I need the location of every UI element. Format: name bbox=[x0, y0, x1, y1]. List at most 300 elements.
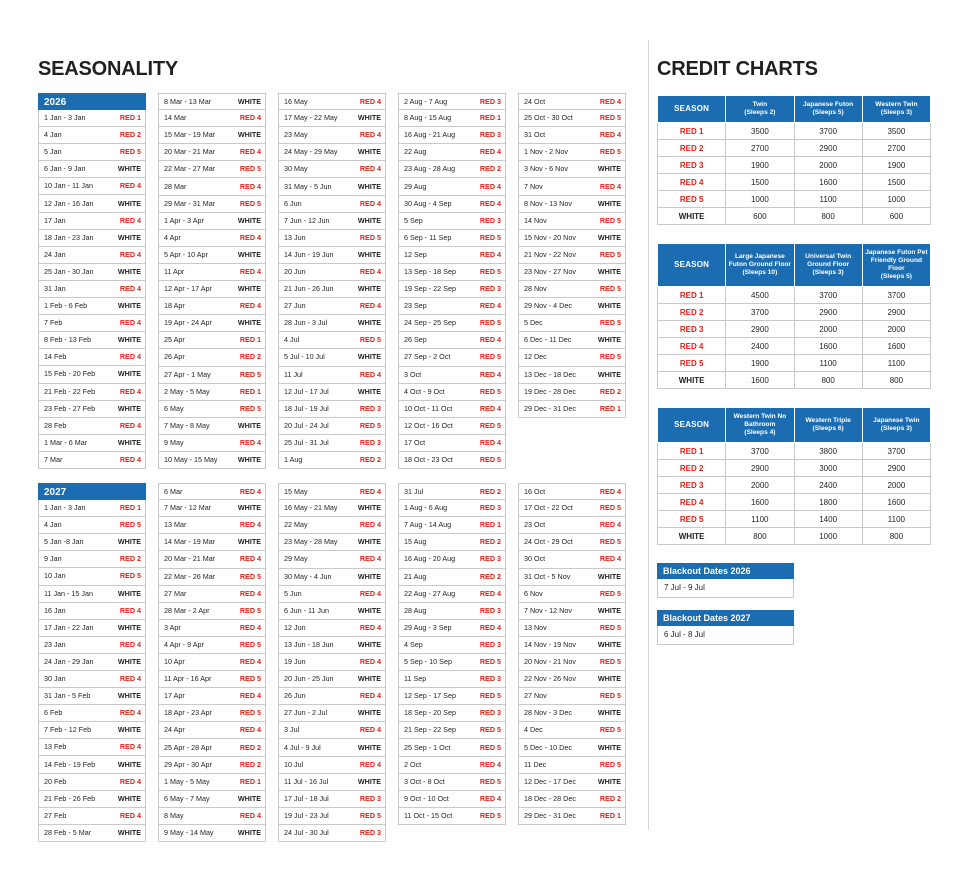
season-row bbox=[518, 384, 626, 401]
season-date-range: 2 May - 5 May bbox=[164, 386, 210, 396]
season-row bbox=[38, 671, 146, 688]
table-row bbox=[658, 123, 931, 140]
season-row bbox=[278, 620, 386, 637]
season-code: RED 1 bbox=[479, 520, 501, 530]
season-row bbox=[38, 551, 146, 568]
season-row bbox=[278, 534, 386, 551]
season-code: RED 4 bbox=[239, 725, 261, 735]
season-date-range: 1 Nov - 2 Nov bbox=[524, 147, 568, 157]
season-row bbox=[398, 127, 506, 144]
season-code: WHITE bbox=[597, 708, 621, 718]
season-date-range: 1 Feb - 6 Feb bbox=[44, 301, 88, 311]
room-type-name: Japanese Twin bbox=[873, 417, 920, 424]
season-row bbox=[518, 93, 626, 110]
season-date-range: 9 Oct - 10 Oct bbox=[404, 793, 449, 803]
season-code: WHITE bbox=[597, 266, 621, 276]
season-row bbox=[158, 281, 266, 298]
season-date-range: 23 Nov - 27 Nov bbox=[524, 266, 576, 276]
seasonality-year-block bbox=[38, 483, 638, 842]
season-row bbox=[278, 569, 386, 586]
season-code: RED 2 bbox=[239, 759, 261, 769]
credit-value-cell: 800 bbox=[794, 372, 862, 389]
season-row bbox=[158, 551, 266, 568]
season-code: RED 1 bbox=[599, 810, 621, 820]
season-date-range: 29 Mar - 31 Mar bbox=[164, 198, 216, 208]
season-code: RED 5 bbox=[239, 571, 261, 581]
season-row bbox=[278, 500, 386, 517]
room-type-name: Large Japanese Futon Ground Floor bbox=[728, 253, 791, 268]
season-code: RED 4 bbox=[239, 147, 261, 157]
season-date-range: 24 Apr bbox=[164, 725, 185, 735]
season-date-range: 5 Dec - 10 Dec bbox=[524, 742, 572, 752]
season-date-range: 22 Mar - 26 Mar bbox=[164, 571, 216, 581]
season-date-range: 11 Jan - 15 Jan bbox=[44, 588, 94, 598]
season-date-range: 22 May bbox=[284, 520, 308, 530]
season-row bbox=[278, 722, 386, 739]
season-code: WHITE bbox=[357, 639, 381, 649]
season-date-range: 4 Jan bbox=[44, 520, 62, 530]
season-date-range: 10 Jan bbox=[44, 571, 66, 581]
column-header-room-type bbox=[726, 408, 794, 443]
season-date-range: 14 Nov - 19 Nov bbox=[524, 639, 576, 649]
season-row bbox=[158, 401, 266, 418]
season-code: WHITE bbox=[597, 605, 621, 615]
season-row bbox=[398, 367, 506, 384]
season-row bbox=[398, 620, 506, 637]
season-code: RED 5 bbox=[239, 369, 261, 379]
season-row bbox=[158, 671, 266, 688]
table-row bbox=[658, 355, 931, 372]
season-date-range: 16 May - 21 May bbox=[284, 503, 338, 513]
season-row bbox=[518, 603, 626, 620]
season-row bbox=[518, 637, 626, 654]
column-header-room-type bbox=[862, 96, 930, 123]
season-code: RED 5 bbox=[599, 284, 621, 294]
season-date-range: 12 Jun bbox=[284, 622, 306, 632]
season-code: WHITE bbox=[117, 198, 141, 208]
room-type-sleeps: (Sleeps 5) bbox=[880, 273, 912, 280]
season-code: RED 5 bbox=[599, 113, 621, 123]
season-row bbox=[278, 757, 386, 774]
seasonality-years bbox=[38, 93, 638, 842]
season-date-range: 19 Jul - 23 Jul bbox=[284, 810, 329, 820]
season-code: WHITE bbox=[237, 215, 261, 225]
season-code: WHITE bbox=[117, 437, 141, 447]
season-date-range: 16 Aug - 21 Aug bbox=[404, 130, 456, 140]
season-row bbox=[278, 264, 386, 281]
season-code: RED 4 bbox=[359, 588, 381, 598]
season-code: RED 4 bbox=[479, 403, 501, 413]
season-date-range: 8 Feb - 13 Feb bbox=[44, 335, 92, 345]
credit-charts-title: CREDIT CHARTS bbox=[657, 58, 818, 80]
season-code: RED 5 bbox=[239, 708, 261, 718]
season-row bbox=[398, 384, 506, 401]
season-date-range: 7 Jun - 12 Jun bbox=[284, 215, 330, 225]
credit-value-cell: 1900 bbox=[726, 355, 794, 372]
season-row bbox=[158, 739, 266, 756]
season-code: RED 4 bbox=[599, 554, 621, 564]
season-date-range: 9 May - 14 May bbox=[164, 827, 214, 837]
credit-value-cell: 2000 bbox=[726, 477, 794, 494]
season-date-range: 30 Oct bbox=[524, 554, 546, 564]
season-date-range: 28 Mar bbox=[164, 181, 187, 191]
season-date-range: 10 Oct - 11 Oct bbox=[404, 403, 453, 413]
season-row bbox=[278, 452, 386, 469]
season-label-cell: RED 2 bbox=[658, 460, 726, 477]
credit-value-cell: 1900 bbox=[862, 157, 930, 174]
credit-value-cell: 1500 bbox=[726, 174, 794, 191]
season-row bbox=[278, 774, 386, 791]
season-code: WHITE bbox=[237, 249, 261, 259]
credit-value-cell: 1000 bbox=[726, 191, 794, 208]
season-date-range: 28 Jun - 3 Jul bbox=[284, 318, 328, 328]
season-date-range: 20 Jun - 25 Jun bbox=[284, 674, 334, 684]
season-row bbox=[158, 247, 266, 264]
season-code: RED 5 bbox=[359, 420, 381, 430]
season-code: WHITE bbox=[357, 352, 381, 362]
season-row bbox=[158, 586, 266, 603]
season-row bbox=[158, 435, 266, 452]
season-label-cell: RED 3 bbox=[658, 321, 726, 338]
season-code: RED 4 bbox=[359, 691, 381, 701]
season-date-range: 29 Aug bbox=[404, 181, 427, 191]
season-code: RED 5 bbox=[599, 725, 621, 735]
season-date-range: 28 Nov - 3 Dec bbox=[524, 708, 572, 718]
season-date-range: 2 Oct bbox=[404, 759, 422, 769]
season-row bbox=[518, 551, 626, 568]
season-row bbox=[38, 349, 146, 366]
credit-value-cell: 2700 bbox=[726, 140, 794, 157]
season-date-range: 25 Oct - 30 Oct bbox=[524, 113, 573, 123]
season-row bbox=[158, 384, 266, 401]
season-row bbox=[158, 332, 266, 349]
credit-value-cell: 1800 bbox=[794, 494, 862, 511]
season-date-range: 18 Sep - 20 Sep bbox=[404, 708, 456, 718]
season-code: RED 4 bbox=[479, 335, 501, 345]
season-row bbox=[398, 671, 506, 688]
season-label-cell: RED 3 bbox=[658, 157, 726, 174]
season-row bbox=[38, 161, 146, 178]
column-header-room-type bbox=[794, 96, 862, 123]
season-date-range: 22 Aug - 27 Aug bbox=[404, 588, 456, 598]
season-date-range: 5 Sep - 10 Sep bbox=[404, 657, 452, 667]
season-row bbox=[278, 144, 386, 161]
season-code: RED 5 bbox=[599, 249, 621, 259]
season-date-range: 6 Sep - 11 Sep bbox=[404, 232, 452, 242]
season-row bbox=[158, 637, 266, 654]
season-date-range: 23 May bbox=[284, 130, 308, 140]
season-code: RED 5 bbox=[479, 657, 501, 667]
table-row bbox=[658, 287, 931, 304]
season-row bbox=[518, 774, 626, 791]
season-row bbox=[398, 196, 506, 213]
season-code: RED 5 bbox=[239, 639, 261, 649]
season-row bbox=[398, 315, 506, 332]
season-row bbox=[38, 722, 146, 739]
credit-value-cell: 2900 bbox=[794, 140, 862, 157]
season-date-range: 11 Oct - 15 Oct bbox=[404, 810, 453, 820]
season-row bbox=[278, 483, 386, 500]
season-code: RED 5 bbox=[479, 742, 501, 752]
credit-value-cell: 3800 bbox=[794, 443, 862, 460]
season-code: RED 5 bbox=[239, 674, 261, 684]
blackout-dates: 6 Jul - 8 Jul bbox=[657, 626, 794, 645]
season-date-range: 21 Nov - 22 Nov bbox=[524, 249, 576, 259]
season-row bbox=[158, 178, 266, 195]
credit-value-cell: 1000 bbox=[794, 528, 862, 545]
seasonality-columns bbox=[38, 93, 638, 469]
season-date-range: 22 Nov - 26 Nov bbox=[524, 674, 576, 684]
season-date-range: 11 Apr - 16 Apr bbox=[164, 674, 212, 684]
season-row bbox=[38, 435, 146, 452]
season-date-range: 5 Jun bbox=[284, 588, 302, 598]
season-row bbox=[278, 825, 386, 842]
season-row bbox=[278, 418, 386, 435]
season-row bbox=[158, 110, 266, 127]
season-row bbox=[398, 144, 506, 161]
season-code: WHITE bbox=[237, 130, 261, 140]
credit-value-cell: 1600 bbox=[794, 338, 862, 355]
credit-chart-table bbox=[657, 95, 931, 225]
season-date-range: 24 Jan - 29 Jan bbox=[44, 656, 94, 666]
season-code: WHITE bbox=[237, 827, 261, 837]
season-row bbox=[398, 637, 506, 654]
season-code: WHITE bbox=[117, 622, 141, 632]
room-type-sleeps: (Sleeps 2) bbox=[744, 109, 776, 116]
season-code: RED 4 bbox=[119, 420, 141, 430]
season-row bbox=[518, 315, 626, 332]
season-date-range: 1 Jan - 3 Jan bbox=[44, 503, 86, 513]
seasonality-column bbox=[278, 93, 386, 469]
season-date-range: 31 Jan bbox=[44, 283, 66, 293]
credit-value-cell: 2000 bbox=[862, 321, 930, 338]
season-code: WHITE bbox=[357, 742, 381, 752]
season-code: RED 2 bbox=[479, 486, 501, 496]
season-code: RED 2 bbox=[599, 386, 621, 396]
season-date-range: 27 Jun - 2 Jul bbox=[284, 708, 328, 718]
credit-value-cell: 1100 bbox=[862, 355, 930, 372]
season-row bbox=[38, 298, 146, 315]
season-date-range: 15 Aug bbox=[404, 537, 427, 547]
season-code: RED 4 bbox=[479, 588, 501, 598]
season-row bbox=[38, 739, 146, 756]
column-header-season: SEASON bbox=[658, 408, 726, 443]
season-row bbox=[518, 569, 626, 586]
season-row bbox=[398, 534, 506, 551]
credit-value-cell: 3700 bbox=[794, 123, 862, 140]
room-type-sleeps: (Sleeps 4) bbox=[744, 429, 776, 436]
season-code: RED 5 bbox=[119, 147, 141, 157]
season-date-range: 19 Apr - 24 Apr bbox=[164, 318, 212, 328]
season-code: RED 5 bbox=[479, 776, 501, 786]
season-date-range: 31 Oct bbox=[524, 130, 546, 140]
room-type-name: Japanese Futon Pet Friendly Ground Floor bbox=[865, 249, 928, 272]
credit-value-cell: 2900 bbox=[794, 304, 862, 321]
season-row bbox=[38, 808, 146, 825]
season-code: WHITE bbox=[117, 403, 141, 413]
credit-value-cell: 2700 bbox=[862, 140, 930, 157]
credit-value-cell: 3700 bbox=[726, 443, 794, 460]
season-row bbox=[278, 384, 386, 401]
season-date-range: 24 Sep - 25 Sep bbox=[404, 318, 456, 328]
credit-value-cell: 1600 bbox=[862, 494, 930, 511]
season-row bbox=[278, 654, 386, 671]
season-date-range: 17 Jan bbox=[44, 215, 66, 225]
season-code: WHITE bbox=[357, 386, 381, 396]
credit-chart-table bbox=[657, 407, 931, 545]
season-code: RED 5 bbox=[239, 198, 261, 208]
season-date-range: 21 Feb - 22 Feb bbox=[44, 386, 96, 396]
season-row bbox=[158, 517, 266, 534]
season-date-range: 23 Jan bbox=[44, 639, 66, 649]
season-code: RED 4 bbox=[479, 198, 501, 208]
season-row bbox=[278, 281, 386, 298]
credit-value-cell: 600 bbox=[862, 208, 930, 225]
season-date-range: 1 Apr - 3 Apr bbox=[164, 215, 204, 225]
table-row bbox=[658, 372, 931, 389]
season-row bbox=[158, 791, 266, 808]
table-row bbox=[658, 477, 931, 494]
season-code: RED 3 bbox=[479, 130, 501, 140]
season-row bbox=[518, 349, 626, 366]
season-code: WHITE bbox=[237, 455, 261, 465]
season-code: RED 5 bbox=[599, 622, 621, 632]
season-code: RED 4 bbox=[119, 605, 141, 615]
season-date-range: 19 Jun bbox=[284, 657, 306, 667]
season-date-range: 6 Mar bbox=[164, 486, 183, 496]
season-date-range: 7 Mar bbox=[44, 454, 63, 464]
season-row bbox=[398, 178, 506, 195]
season-code: RED 4 bbox=[119, 708, 141, 718]
season-row bbox=[398, 230, 506, 247]
credit-value-cell: 3700 bbox=[794, 287, 862, 304]
season-date-range: 24 May - 29 May bbox=[284, 147, 338, 157]
season-date-range: 7 Nov - 12 Nov bbox=[524, 605, 572, 615]
season-date-range: 4 Jan bbox=[44, 130, 62, 140]
season-date-range: 24 Jan bbox=[44, 249, 66, 259]
season-row bbox=[158, 654, 266, 671]
season-code: WHITE bbox=[597, 164, 621, 174]
season-label-cell: RED 1 bbox=[658, 443, 726, 460]
season-code: RED 2 bbox=[479, 571, 501, 581]
season-row bbox=[278, 315, 386, 332]
season-row bbox=[158, 264, 266, 281]
season-date-range: 31 Jan - 5 Feb bbox=[44, 691, 91, 701]
season-date-range: 24 Oct bbox=[524, 96, 546, 106]
season-code: RED 1 bbox=[119, 113, 141, 123]
season-date-range: 18 Apr - 23 Apr bbox=[164, 708, 212, 718]
season-code: RED 4 bbox=[119, 318, 141, 328]
season-date-range: 17 Jan - 22 Jan bbox=[44, 622, 94, 632]
season-date-range: 18 Jan - 23 Jan bbox=[44, 232, 94, 242]
credit-value-cell: 2000 bbox=[794, 157, 862, 174]
season-date-range: 21 Jun - 26 Jun bbox=[284, 284, 334, 294]
season-row bbox=[278, 110, 386, 127]
room-type-sleeps: (Sleeps 3) bbox=[812, 269, 844, 276]
season-date-range: 10 May - 15 May bbox=[164, 455, 218, 465]
season-row bbox=[398, 213, 506, 230]
season-code: WHITE bbox=[117, 725, 141, 735]
season-row bbox=[158, 569, 266, 586]
season-date-range: 30 Aug - 4 Sep bbox=[404, 198, 452, 208]
season-row bbox=[158, 757, 266, 774]
season-code: RED 3 bbox=[479, 674, 501, 684]
season-code: RED 3 bbox=[479, 708, 501, 718]
season-date-range: 20 Jul - 24 Jul bbox=[284, 420, 329, 430]
season-code: RED 5 bbox=[599, 215, 621, 225]
credit-value-cell: 1600 bbox=[726, 372, 794, 389]
season-row bbox=[38, 195, 146, 212]
season-date-range: 17 Jul - 18 Jul bbox=[284, 793, 329, 803]
season-code: RED 4 bbox=[119, 776, 141, 786]
season-code: RED 3 bbox=[479, 284, 501, 294]
season-code: RED 5 bbox=[479, 725, 501, 735]
season-date-range: 4 Oct - 9 Oct bbox=[404, 386, 445, 396]
season-row bbox=[398, 483, 506, 500]
season-row bbox=[278, 349, 386, 366]
table-header-row bbox=[658, 96, 931, 123]
credit-value-cell: 2400 bbox=[794, 477, 862, 494]
season-date-range: 6 Dec - 11 Dec bbox=[524, 335, 572, 345]
season-row bbox=[38, 418, 146, 435]
season-row bbox=[398, 332, 506, 349]
season-row bbox=[158, 808, 266, 825]
season-row bbox=[38, 127, 146, 144]
season-date-range: 25 Apr bbox=[164, 335, 185, 345]
season-row bbox=[278, 213, 386, 230]
season-code: WHITE bbox=[357, 537, 381, 547]
season-row bbox=[398, 349, 506, 366]
season-row bbox=[518, 500, 626, 517]
season-date-range: 7 Nov bbox=[524, 181, 543, 191]
season-code: WHITE bbox=[117, 588, 141, 598]
season-code: RED 4 bbox=[479, 369, 501, 379]
season-code: RED 1 bbox=[239, 386, 261, 396]
season-date-range: 13 Jun - 18 Jun bbox=[284, 639, 334, 649]
season-date-range: 1 Mar - 6 Mar bbox=[44, 437, 88, 447]
season-code: RED 4 bbox=[119, 674, 141, 684]
season-code: RED 5 bbox=[599, 759, 621, 769]
season-row bbox=[38, 620, 146, 637]
vertical-divider bbox=[648, 40, 649, 830]
season-date-range: 21 Feb - 26 Feb bbox=[44, 793, 96, 803]
season-code: RED 5 bbox=[479, 318, 501, 328]
season-code: WHITE bbox=[357, 318, 381, 328]
season-row bbox=[278, 705, 386, 722]
season-date-range: 15 Mar - 19 Mar bbox=[164, 130, 216, 140]
season-date-range: 27 Mar bbox=[164, 588, 187, 598]
credit-value-cell: 2400 bbox=[726, 338, 794, 355]
season-date-range: 18 Dec - 28 Dec bbox=[524, 793, 576, 803]
season-row bbox=[38, 230, 146, 247]
season-date-range: 16 Oct bbox=[524, 486, 546, 496]
season-row bbox=[158, 196, 266, 213]
season-row bbox=[158, 483, 266, 500]
season-code: RED 4 bbox=[239, 810, 261, 820]
season-row bbox=[278, 178, 386, 195]
season-date-range: 25 Jul - 31 Jul bbox=[284, 437, 329, 447]
season-date-range: 5 Apr - 10 Apr bbox=[164, 249, 208, 259]
credit-value-cell: 2000 bbox=[862, 477, 930, 494]
season-code: RED 5 bbox=[359, 232, 381, 242]
season-row bbox=[518, 196, 626, 213]
season-code: RED 1 bbox=[479, 113, 501, 123]
season-code: WHITE bbox=[357, 181, 381, 191]
season-row bbox=[38, 517, 146, 534]
season-row bbox=[518, 688, 626, 705]
season-date-range: 28 Feb bbox=[44, 420, 67, 430]
season-row bbox=[278, 196, 386, 213]
